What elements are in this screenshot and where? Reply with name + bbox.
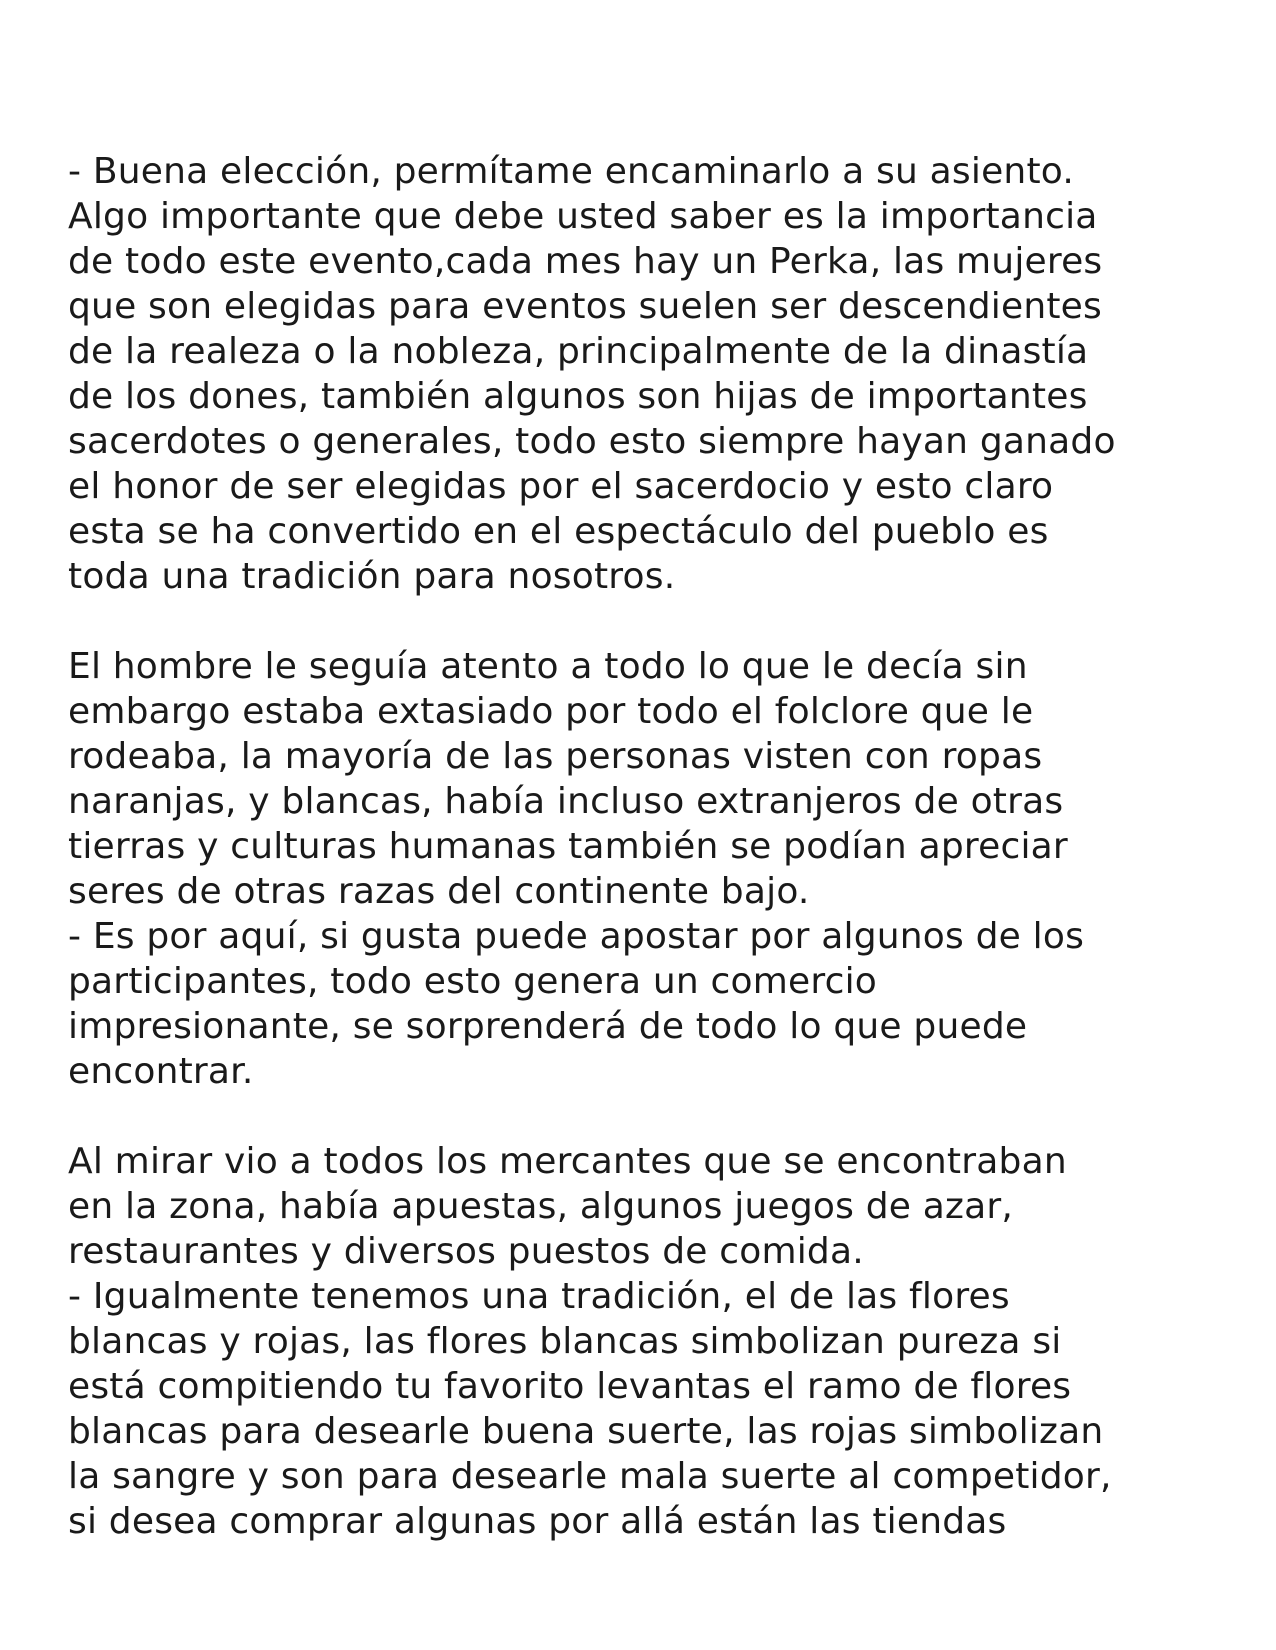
text-line: sacerdotes o generales, todo esto siempre hayan ganado: [68, 421, 1116, 462]
text-line: seres de otras razas del continente bajo.: [68, 871, 810, 912]
story-text: [68, 149, 1228, 1544]
text-line: rodeaba, la mayoría de las personas visten con ropas: [68, 736, 1043, 777]
text-line: embargo estaba extasiado por todo el folclore que le: [68, 691, 1034, 732]
paragraph-2: [68, 644, 1228, 1094]
paragraph-spacer: [68, 599, 1228, 644]
text-line: el honor de ser elegidas por el sacerdocio y esto claro: [68, 466, 1054, 507]
text-line: esta se ha convertido en el espectáculo del pueblo es: [68, 511, 1049, 552]
text-line: impresionante, se sorprenderá de todo lo que puede: [68, 1006, 1028, 1047]
text-line: encontrar.: [68, 1051, 254, 1092]
text-line: blancas para desearle buena suerte, las rojas simbolizan: [68, 1411, 1104, 1452]
text-line: naranjas, y blancas, había incluso extranjeros de otras: [68, 781, 1064, 822]
text-line: si desea comprar algunas por allá están las tiendas: [68, 1501, 1007, 1542]
paragraph-spacer: [68, 1094, 1228, 1139]
paragraph-3: [68, 1139, 1228, 1544]
text-line: que son elegidas para eventos suelen ser descendientes: [68, 286, 1102, 327]
text-line: de los dones, también algunos son hijas de importantes: [68, 376, 1088, 417]
text-line: está compitiendo tu favorito levantas el ramo de flores: [68, 1366, 1072, 1407]
text-line: El hombre le seguía atento a todo lo que le decía sin: [68, 646, 1028, 687]
text-line: - Es por aquí, si gusta puede apostar por algunos de los: [68, 916, 1085, 957]
text-line: restaurantes y diversos puestos de comida.: [68, 1231, 864, 1272]
text-line: Algo importante que debe usted saber es la importancia: [68, 196, 1098, 237]
text-line: - Igualmente tenemos una tradición, el de las flores: [68, 1276, 1010, 1317]
text-line: de la realeza o la nobleza, principalmente de la dinastía: [68, 331, 1089, 372]
text-line: Al mirar vio a todos los mercantes que se encontraban: [68, 1141, 1067, 1182]
paragraph-1: [68, 149, 1228, 599]
text-line: - Buena elección, permítame encaminarlo a su asiento.: [68, 151, 1074, 192]
text-line: blancas y rojas, las flores blancas simbolizan pureza si: [68, 1321, 1062, 1362]
text-line: la sangre y son para desearle mala suerte al competidor,: [68, 1456, 1112, 1497]
text-line: de todo este evento,cada mes hay un Perka, las mujeres: [68, 241, 1103, 282]
text-line: participantes, todo esto genera un comercio: [68, 961, 878, 1002]
text-line: toda una tradición para nosotros.: [68, 556, 676, 597]
text-line: tierras y culturas humanas también se podían apreciar: [68, 826, 1068, 867]
text-line: en la zona, había apuestas, algunos juegos de azar,: [68, 1186, 1014, 1227]
